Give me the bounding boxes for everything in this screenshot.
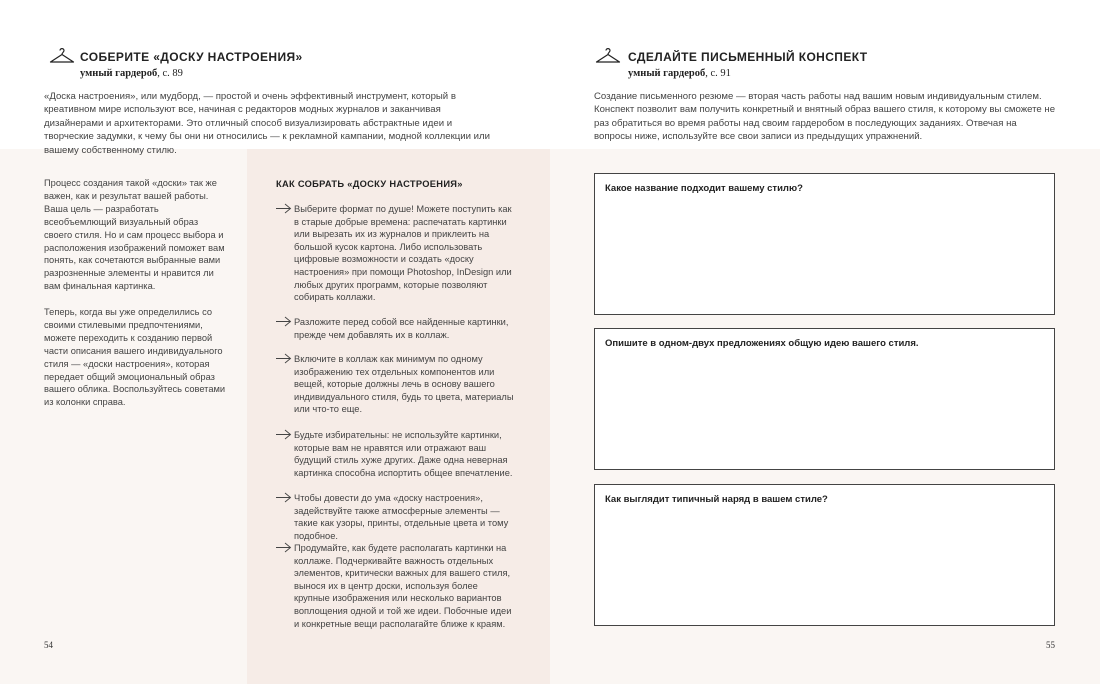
answer-box-style-idea[interactable] bbox=[594, 328, 1055, 470]
question-label: Как выглядит типичный наряд в вашем стиле? bbox=[605, 494, 828, 505]
body-paragraph-2: Теперь, когда вы уже определились со своими стилевыми предпочтениями, можете переходить к созданию первой части описания вашего индивидуального стиля — «доски настроения», которая передает общий эмоциональный образ вашего облика. Воспользуйтесь советами из колонки справа. bbox=[44, 307, 226, 408]
tip-text-5: Чтобы довести до ума «доску настроения», задействуйте также атмосферные элементы — такие как узоры, принты, отдельные цвета и тому подобное. bbox=[294, 493, 509, 541]
arrow-right-icon bbox=[276, 492, 292, 503]
left-section-title: СОБЕРИТЕ «ДОСКУ НАСТРОЕНИЯ» bbox=[80, 50, 303, 64]
left-section-reference bbox=[80, 68, 183, 79]
tip-text-1: Выберите формат по душе! Можете поступить как в старые добрые времена: распечатать картинки или вырезать их из журналов и приклеить на большой кусок картона. Либо использовать цифровые возможности и создать «доску настроения» при помощи Photoshop, InDesign или любых других программ, которые позволяют собирать коллажи. bbox=[294, 204, 512, 303]
page-number-left: 54 bbox=[44, 640, 53, 650]
tip-text-2: Разложите перед собой все найденные картинки, прежде чем добавлять их в коллаж. bbox=[294, 317, 509, 340]
reference-book: умный гардероб bbox=[80, 68, 158, 79]
question-label: Опишите в одном-двух предложениях общую идею вашего стиля. bbox=[605, 338, 919, 349]
left-intro-text: «Доска настроения», или мудборд, — простой и очень эффективный инструмент, который в креативном мире используют все, начиная с редакторов модных журналов и заканчивая дизайнерами и архитекторами. Это отличный способ визуализировать абстрактные идеи и творческие задумки, к чему бы они ни относились — к рекламной кампании, модной коллекции или вашему собственному стилю. bbox=[44, 91, 490, 156]
page-number-right: 55 bbox=[1046, 640, 1055, 650]
arrow-right-icon bbox=[276, 542, 292, 553]
tip-text-3: Включите в коллаж как минимум по одному изображению тех отдельных компонентов или вещей, которые должны лечь в основу вашего индивидуального стиля, будь то цвета, материалы или что-то еще. bbox=[294, 354, 514, 415]
right-intro bbox=[594, 90, 1056, 144]
right-section-title: СДЕЛАЙТЕ ПИСЬМЕННЫЙ КОНСПЕКТ bbox=[628, 50, 868, 64]
answer-box-style-name[interactable] bbox=[594, 173, 1055, 315]
hanger-icon bbox=[595, 45, 621, 67]
body-paragraph-1: Процесс создания такой «доски» так же важен, как и результат вашей работы. Ваша цель — разработать всеобъемлющий визуальный образ своего стиля. Но и сам процесс выбора и расположения изображений поможет вам понять, как сочетаются выбранные вами разрозненные элементы и нравится ли вам финальная картинка. bbox=[44, 178, 225, 292]
left-body-column bbox=[44, 177, 227, 422]
arrow-right-icon bbox=[276, 429, 292, 440]
howto-title: КАК СОБРАТЬ «ДОСКУ НАСТРОЕНИЯ» bbox=[276, 179, 463, 189]
right-intro-text: Создание письменного резюме — вторая часть работы над вашим новым индивидуальным стилем. Конспект позволит вам получить конкретный и внятный образ вашего стиля, к которому вы сможете не раз обратиться во время работы над своим гардеробом в последующих заданиях. Отвечая на вопросы ниже, используйте все свои записи из предыдущих упражнений. bbox=[594, 91, 1056, 143]
reference-page: , с. 91 bbox=[705, 68, 731, 79]
arrow-right-icon bbox=[276, 353, 292, 364]
hanger-icon bbox=[49, 45, 75, 67]
arrow-right-icon bbox=[276, 316, 292, 327]
tip-text-4: Будьте избирательны: не используйте картинки, которые вам не нравятся или отражают ваш будущий стиль хуже других. Даже одна неверная картинка способна испортить общее впечатление. bbox=[294, 430, 513, 478]
right-section-reference bbox=[628, 68, 731, 79]
arrow-right-icon bbox=[276, 203, 292, 214]
tip-text-6: Продумайте, как будете располагать картинки на коллаже. Подчеркивайте важность отдельных элементов, критически важных для вашего стиля, вынося их в центр доски, используя более крупные изображения или несколько вариантов воплощения одной и той же идеи. Побочные идеи и конкретные вещи располагайте ближе к краям. bbox=[294, 543, 512, 629]
reference-page: , с. 89 bbox=[157, 68, 183, 79]
reference-book: умный гардероб bbox=[628, 68, 706, 79]
left-intro bbox=[44, 90, 500, 157]
answer-box-typical-outfit[interactable] bbox=[594, 484, 1055, 626]
question-label: Какое название подходит вашему стилю? bbox=[605, 183, 803, 194]
